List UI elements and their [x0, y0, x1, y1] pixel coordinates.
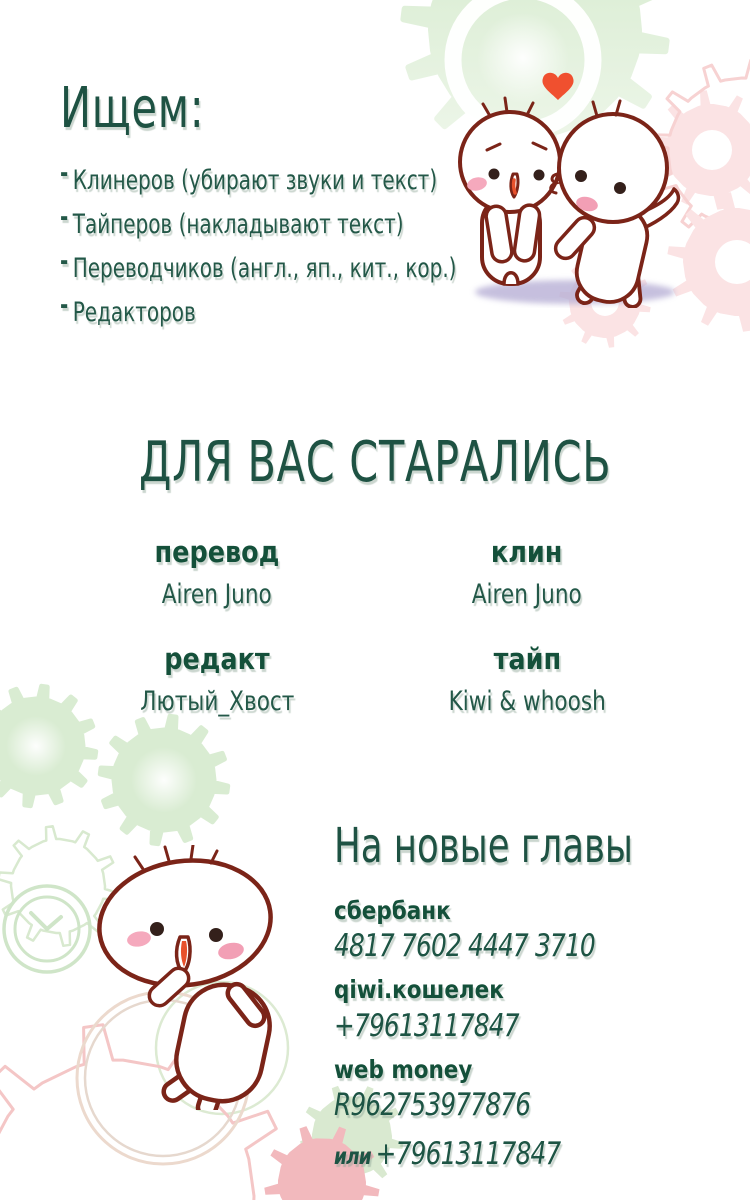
credit-name: Лютый_Хвост: [139, 686, 295, 717]
credit-entry: [372, 535, 682, 610]
credit-role: редакт: [164, 642, 270, 676]
credit-name: Kiwi & whoosh: [448, 686, 606, 717]
donate-method-label: web money: [334, 1054, 473, 1084]
credit-role: тайп: [493, 642, 561, 676]
recruit-item-text: Клинеров (убирают звуки и текст): [72, 165, 438, 196]
recruit-item: [60, 246, 596, 284]
right-eye: [209, 928, 223, 942]
donate-method-alt-value: [334, 1136, 694, 1172]
recruit-item-text: Редакторов: [72, 297, 196, 328]
alt-prefix: или: [334, 1143, 371, 1170]
credits-section: [0, 430, 750, 717]
donate-method-value: 4817 7602 4447 3710: [334, 928, 595, 965]
donate-heading-text: На новые главы: [334, 818, 633, 874]
credit-role: клин: [491, 535, 563, 569]
dash-bullet: -: [60, 290, 69, 321]
donate-method: [334, 898, 694, 964]
credit-name: Airen Juno: [162, 579, 272, 610]
left-eye: [150, 922, 164, 936]
recruit-item: [60, 290, 596, 328]
credit-entry: [62, 535, 372, 610]
recruit-item: [60, 158, 596, 196]
right-eye: [614, 182, 626, 194]
dash-bullet: -: [60, 246, 69, 277]
recruit-heading: [60, 76, 596, 141]
donate-method-value: +79613117847: [334, 1007, 519, 1044]
credit-role: перевод: [154, 535, 280, 569]
donate-method: [334, 1054, 694, 1172]
dash-bullet: -: [60, 202, 69, 233]
donate-method-value: R962753977876: [334, 1086, 531, 1123]
donate-method: [334, 977, 694, 1043]
credits-heading-text: ДЛЯ ВАС СТАРАЛИСЬ: [138, 430, 612, 495]
chibi-dancer-illustration: [83, 845, 283, 1110]
recruit-item-text: Тайперов (накладывают текст): [72, 209, 404, 240]
recruit-section: [60, 76, 596, 343]
credits-grid: [62, 535, 682, 717]
recruit-list: [60, 158, 596, 328]
donate-method-label: qiwi.кошелек: [334, 975, 504, 1005]
donate-heading: [334, 818, 694, 874]
credit-entry: [62, 642, 372, 717]
alt-number: +79613117847: [375, 1135, 561, 1172]
credit-name: Airen Juno: [472, 579, 582, 610]
dash-bullet: -: [60, 158, 69, 189]
recruit-heading-text: Ищем:: [60, 76, 205, 141]
recruit-item-text: Переводчиков (англ., яп., кит., кор.): [72, 253, 457, 284]
credit-entry: [372, 642, 682, 717]
donate-method-label: сбербанк: [334, 896, 451, 925]
credits-heading: [0, 430, 750, 495]
recruit-item: [60, 202, 596, 240]
donate-section: [334, 818, 694, 1185]
